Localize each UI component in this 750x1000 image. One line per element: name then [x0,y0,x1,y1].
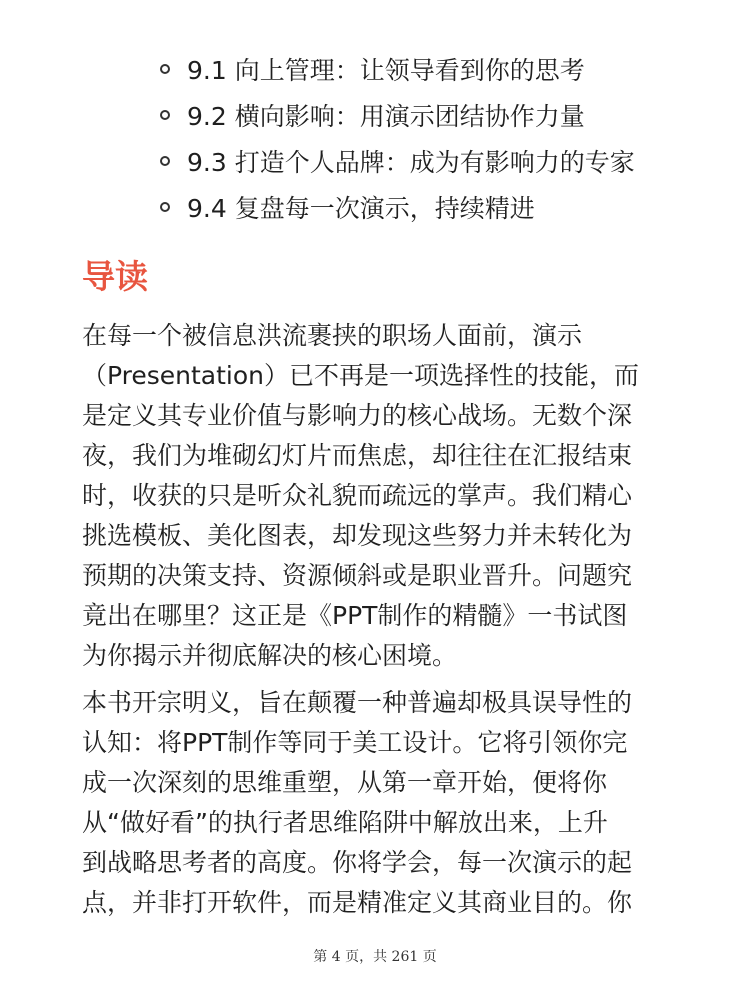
text-line: 到战略思考者的高度。你将学会，每一次演示的起 [82,848,633,877]
toc-item-label: 9.3 打造个人品牌：成为有影响力的专家 [187,148,635,177]
text-line: 是定义其专业价值与影响力的核心战场。无数个深 [82,401,633,430]
toc-item-label: 9.2 横向影响：用演示团结协作力量 [187,102,585,131]
body-paragraph [82,316,682,676]
page-footer: 第 4 页，共 261 页 [313,949,437,965]
text-line: 从“做好看”的执行者思维陷阱中解放出来，上升 [82,808,608,837]
section-heading: 导读 [82,257,148,296]
text-line: 竟出在哪里？这正是《PPT制作的精髓》一书试图 [82,601,628,630]
toc-item[interactable] [0,140,750,186]
text-line: 认知：将PPT制作等同于美工设计。它将引领你完 [82,728,628,757]
toc-item[interactable] [0,48,750,94]
text-line: 成一次深刻的思维重塑，从第一章开始，便将你 [82,768,608,797]
text-line: 挑选模板、美化图表，却发现这些努力并未转化为 [82,521,633,550]
hollow-circle-bullet-icon [160,64,170,74]
toc-item[interactable] [0,94,750,140]
toc-item[interactable] [0,186,750,232]
text-line: （Presentation）已不再是一项选择性的技能，而 [82,361,640,390]
toc-list [0,48,750,232]
hollow-circle-bullet-icon [160,202,170,212]
text-line: 为你揭示并彻底解决的核心困境。 [82,641,458,670]
toc-item-label: 9.4 复盘每一次演示，持续精进 [187,194,535,223]
body-paragraph [82,683,682,923]
text-line: 预期的决策支持、资源倾斜或是职业晋升。问题究 [82,561,633,590]
hollow-circle-bullet-icon [160,156,170,166]
toc-item-label: 9.1 向上管理：让领导看到你的思考 [187,56,585,85]
text-line: 点，并非打开软件，而是精准定义其商业目的。你 [82,888,633,917]
text-line: 在每一个被信息洪流裹挟的职场人面前，演示 [82,321,583,350]
text-line: 时，收获的只是听众礼貌而疏远的掌声。我们精心 [82,481,633,510]
hollow-circle-bullet-icon [160,110,170,120]
text-line: 本书开宗明义，旨在颠覆一种普遍却极具误导性的 [82,688,633,717]
text-line: 夜，我们为堆砌幻灯片而焦虑，却往往在汇报结束 [82,441,633,470]
